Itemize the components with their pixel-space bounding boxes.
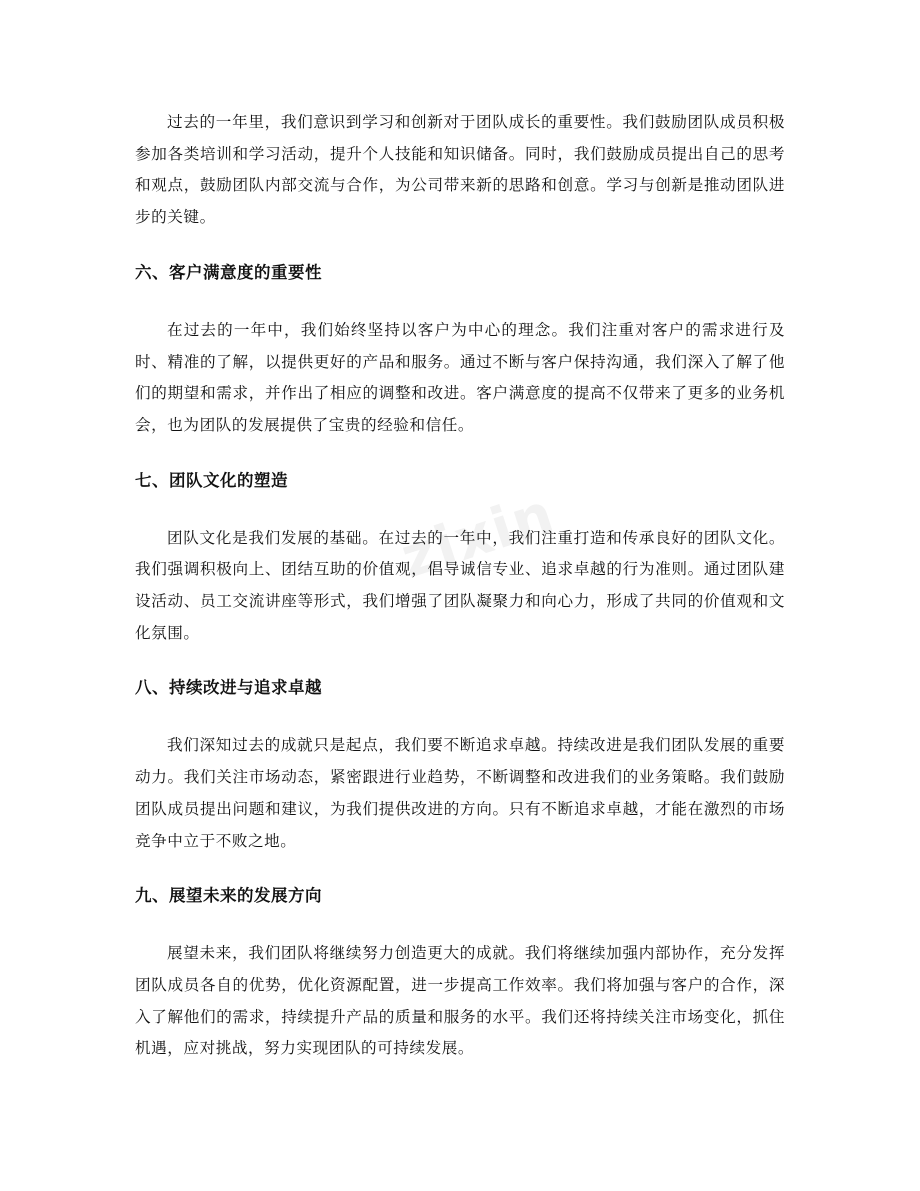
section-heading-9: 九、展望未来的发展方向	[135, 886, 322, 906]
section-heading-6: 六、客户满意度的重要性	[135, 262, 322, 282]
document-body	[135, 107, 785, 1065]
section-paragraph-7: 团队文化是我们发展的基础。在过去的一年中，我们注重打造和传承良好的团队文化。我们强调积极向上、团结互助的价值观，倡导诚信专业、追求卓越的行为准则。通过团队建设活动、员工交流讲座等形式，我们增强了团队凝聚力和向心力，形成了共同的价值观和文化氛围。	[135, 528, 785, 642]
section-paragraph-8: 我们深知过去的成就只是起点，我们要不断追求卓越。持续改进是我们团队发展的重要动力。我们关注市场动态，紧密跟进行业趋势，不断调整和改进我们的业务策略。我们鼓励团队成员提出问题和建议，为我们提供改进的方向。只有不断追求卓越，才能在激烈的市场竞争中立于不败之地。	[135, 736, 785, 850]
section-paragraph-9: 展望未来，我们团队将继续努力创造更大的成就。我们将继续加强内部协作，充分发挥团队成员各自的优势，优化资源配置，进一步提高工作效率。我们将加强与客户的合作，深入了解他们的需求，持续提升产品的质量和服务的水平。我们还将持续关注市场变化，抓住机遇，应对挑战，努力实现团队的可持续发展。	[135, 944, 785, 1058]
section-paragraph-6: 在过去的一年中，我们始终坚持以客户为中心的理念。我们注重对客户的需求进行及时、精准的了解，以提供更好的产品和服务。通过不断与客户保持沟通，我们深入了解了他们的期望和需求，并作出了相应的调整和改进。客户满意度的提高不仅带来了更多的业务机会，也为团队的发展提供了宝贵的经验和信任。	[135, 320, 785, 434]
section-heading-7: 七、团队文化的塑造	[135, 470, 288, 490]
intro-paragraph: 过去的一年里，我们意识到学习和创新对于团队成长的重要性。我们鼓励团队成员积极参加各类培训和学习活动，提升个人技能和知识储备。同时，我们鼓励成员提出自己的思考和观点，鼓励团队内部交流与合作，为公司带来新的思路和创意。学习与创新是推动团队进步的关键。	[135, 113, 785, 227]
watermark: zixin	[393, 481, 563, 592]
section-heading-8: 八、持续改进与追求卓越	[135, 678, 322, 698]
